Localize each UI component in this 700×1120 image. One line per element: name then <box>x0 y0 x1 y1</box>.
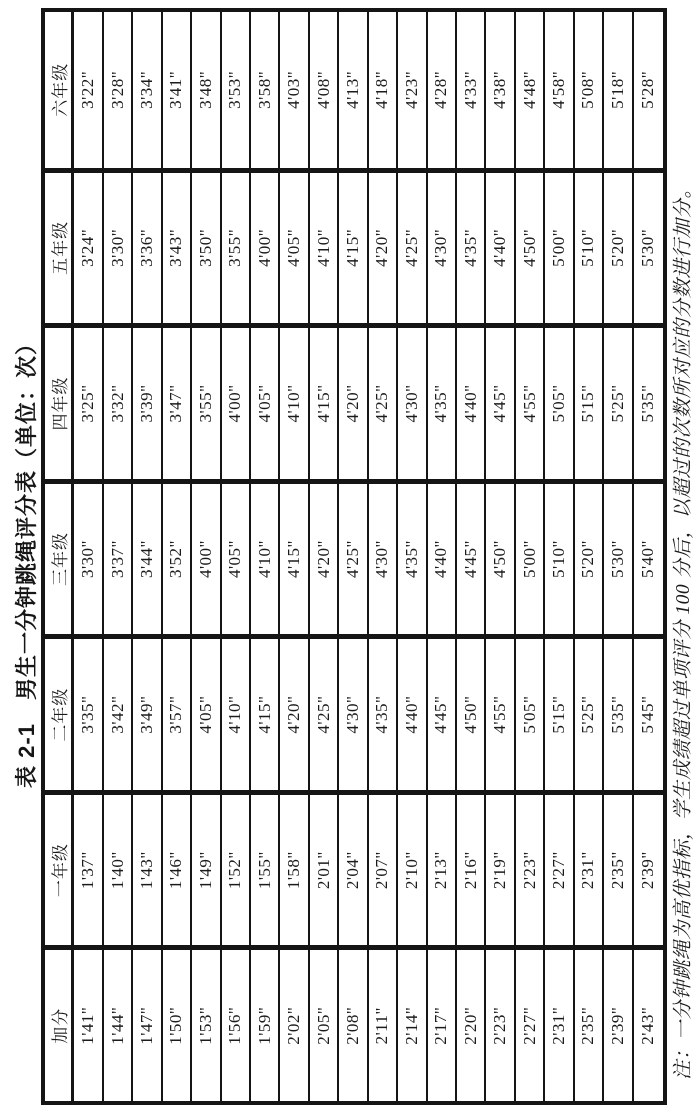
score-cell: 4'40" <box>398 634 427 790</box>
score-cell: 4'45" <box>486 323 515 479</box>
score-cell: 3'24" <box>74 168 103 324</box>
score-cell: 3'39" <box>133 323 162 479</box>
score-cell: 4'25" <box>339 479 368 635</box>
score-cell: 4'10" <box>310 168 339 324</box>
score-cell: 2'31" <box>575 790 604 946</box>
score-cell: 4'55" <box>486 634 515 790</box>
score-cell: 2'02" <box>280 945 309 1101</box>
score-cell: 1'43" <box>133 790 162 946</box>
score-cell: 4'30" <box>369 479 398 635</box>
score-cell: 3'28" <box>104 12 133 168</box>
score-cell: 3'52" <box>163 479 192 635</box>
score-cell: 3'30" <box>104 168 133 324</box>
score-cell: 1'55" <box>251 790 280 946</box>
score-cell: 5'35" <box>634 323 663 479</box>
score-cell: 4'50" <box>516 168 545 324</box>
score-cell: 5'18" <box>604 12 633 168</box>
score-cell: 5'45" <box>634 634 663 790</box>
score-cell: 4'00" <box>192 479 221 635</box>
score-cell: 5'25" <box>575 634 604 790</box>
column-header: 一年级 <box>45 790 74 946</box>
score-cell: 2'08" <box>339 945 368 1101</box>
score-cell: 3'53" <box>222 12 251 168</box>
score-cell: 4'33" <box>457 12 486 168</box>
score-cell: 3'37" <box>104 479 133 635</box>
score-cell: 4'15" <box>280 479 309 635</box>
score-cell: 1'40" <box>104 790 133 946</box>
score-cell: 1'50" <box>163 945 192 1101</box>
score-cell: 4'20" <box>280 634 309 790</box>
score-cell: 2'17" <box>428 945 457 1101</box>
column-header: 二年级 <box>45 634 74 790</box>
score-cell: 5'20" <box>604 168 633 324</box>
score-cell: 4'10" <box>251 479 280 635</box>
score-cell: 3'41" <box>163 12 192 168</box>
score-cell: 3'47" <box>163 323 192 479</box>
score-cell: 5'05" <box>516 634 545 790</box>
score-cell: 3'49" <box>133 634 162 790</box>
score-cell: 5'00" <box>545 168 574 324</box>
score-cell: 5'28" <box>638 70 658 109</box>
score-cell: 4'10" <box>222 634 251 790</box>
score-cell: 5'10" <box>575 168 604 324</box>
score-cell: 3'36" <box>133 168 162 324</box>
score-cell: 2'27" <box>516 945 545 1101</box>
score-table <box>41 8 667 1105</box>
score-cell: 2'35" <box>604 790 633 946</box>
score-cell: 4'50" <box>457 634 486 790</box>
score-cell: 4'40" <box>428 479 457 635</box>
score-cell: 4'20" <box>369 168 398 324</box>
score-cell: 5'40" <box>634 479 663 635</box>
score-cell: 5'10" <box>545 479 574 635</box>
score-cell: 4'35" <box>457 168 486 324</box>
score-cell: 2'27" <box>545 790 574 946</box>
score-cell: 2'20" <box>457 945 486 1101</box>
score-cell: 4'30" <box>339 634 368 790</box>
table-title: 表 2-1 男生一分钟跳绳评分表（单位：次） <box>14 332 39 788</box>
score-cell: 2'39" <box>634 790 663 946</box>
score-cell: 1'41" <box>74 945 103 1101</box>
score-cell: 1'56" <box>222 945 251 1101</box>
score-cell: 4'05" <box>251 323 280 479</box>
score-cell: 5'15" <box>545 634 574 790</box>
score-cell: 4'25" <box>310 634 339 790</box>
score-cell: 4'45" <box>428 634 457 790</box>
score-cell: 4'18" <box>369 12 398 168</box>
score-cell: 4'15" <box>310 323 339 479</box>
score-cell: 4'30" <box>398 323 427 479</box>
score-cell: 2'23" <box>516 790 545 946</box>
score-cell: 5'20" <box>575 479 604 635</box>
score-cell: 2'07" <box>369 790 398 946</box>
score-cell: 4'20" <box>339 323 368 479</box>
score-cell: 4'15" <box>339 168 368 324</box>
score-cell: 4'05" <box>192 634 221 790</box>
score-cell: 1'47" <box>133 945 162 1101</box>
score-cell: 4'13" <box>339 12 368 168</box>
score-cell: 4'30" <box>428 168 457 324</box>
score-cell: 2'11" <box>369 945 398 1101</box>
score-cell: 3'35" <box>74 634 103 790</box>
score-cell: 4'08" <box>310 12 339 168</box>
score-cell: 2'13" <box>428 790 457 946</box>
footnote: 注：一分钟跳绳为高优指标，学生成绩超过单项评分 100 分后，以超过的次数所对应的分数进行加分。 <box>673 178 694 1080</box>
score-cell: 2'10" <box>398 790 427 946</box>
score-cell: 4'45" <box>457 479 486 635</box>
score-cell: 4'03" <box>280 12 309 168</box>
score-cell: 1'49" <box>192 790 221 946</box>
score-cell: 5'08" <box>575 12 604 168</box>
column-header: 五年级 <box>45 168 74 324</box>
score-cell: 3'58" <box>251 12 280 168</box>
score-cell: 5'30" <box>634 168 663 324</box>
score-cell: 3'55" <box>192 323 221 479</box>
score-cell: 2'43" <box>634 945 663 1101</box>
score-cell: 5'15" <box>575 323 604 479</box>
score-cell: 3'48" <box>192 12 221 168</box>
score-cell: 3'34" <box>133 12 162 168</box>
score-cell: 5'00" <box>516 479 545 635</box>
score-cell: 4'35" <box>398 479 427 635</box>
score-cell: 1'37" <box>74 790 103 946</box>
score-cell: 2'19" <box>486 790 515 946</box>
score-cell: 4'28" <box>428 12 457 168</box>
column-header: 四年级 <box>45 323 74 479</box>
score-cell: 3'22" <box>74 12 103 168</box>
score-cell: 1'44" <box>104 945 133 1101</box>
score-cell: 2'35" <box>575 945 604 1101</box>
score-cell: 4'20" <box>310 479 339 635</box>
score-cell: 2'23" <box>486 945 515 1101</box>
score-cell: 2'14" <box>398 945 427 1101</box>
score-cell: 3'43" <box>163 168 192 324</box>
score-cell: 3'55" <box>222 168 251 324</box>
score-cell: 4'50" <box>486 479 515 635</box>
score-cell: 1'58" <box>280 790 309 946</box>
score-cell: 4'15" <box>251 634 280 790</box>
score-cell: 2'31" <box>545 945 574 1101</box>
score-cell: 4'25" <box>398 168 427 324</box>
score-cell: 1'52" <box>222 790 251 946</box>
score-cell: 4'25" <box>369 323 398 479</box>
score-cell: 2'04" <box>339 790 368 946</box>
score-cell: 4'40" <box>457 323 486 479</box>
score-cell: 4'35" <box>369 634 398 790</box>
score-cell: 4'00" <box>222 323 251 479</box>
score-cell: 4'58" <box>545 12 574 168</box>
score-cell: 3'57" <box>163 634 192 790</box>
score-cell: 3'44" <box>133 479 162 635</box>
score-cell: 1'59" <box>251 945 280 1101</box>
score-cell: 2'16" <box>457 790 486 946</box>
score-cell: 4'10" <box>280 323 309 479</box>
score-cell: 4'38" <box>486 12 515 168</box>
score-cell: 4'55" <box>516 323 545 479</box>
score-cell: 4'35" <box>428 323 457 479</box>
score-cell: 4'05" <box>222 479 251 635</box>
score-cell: 3'30" <box>74 479 103 635</box>
score-cell: 5'35" <box>604 634 633 790</box>
score-cell: 5'25" <box>604 323 633 479</box>
column-header: 三年级 <box>45 479 74 635</box>
score-cell: 2'05" <box>310 945 339 1101</box>
score-cell: 2'39" <box>604 945 633 1101</box>
score-cell: 1'53" <box>192 945 221 1101</box>
score-cell: 3'32" <box>104 323 133 479</box>
column-header: 加分 <box>45 945 74 1101</box>
score-cell: 4'00" <box>251 168 280 324</box>
score-cell: 5'05" <box>545 323 574 479</box>
score-cell: 4'48" <box>516 12 545 168</box>
score-cell: 2'01" <box>310 790 339 946</box>
score-cell: 4'05" <box>280 168 309 324</box>
score-cell: 4'23" <box>398 12 427 168</box>
column-header: 六年级 <box>45 12 74 168</box>
score-cell: 3'25" <box>74 323 103 479</box>
score-cell: 3'50" <box>192 168 221 324</box>
score-cell: 5'30" <box>604 479 633 635</box>
score-cell: 4'40" <box>486 168 515 324</box>
score-cell: 3'42" <box>104 634 133 790</box>
score-cell: 1'46" <box>163 790 192 946</box>
